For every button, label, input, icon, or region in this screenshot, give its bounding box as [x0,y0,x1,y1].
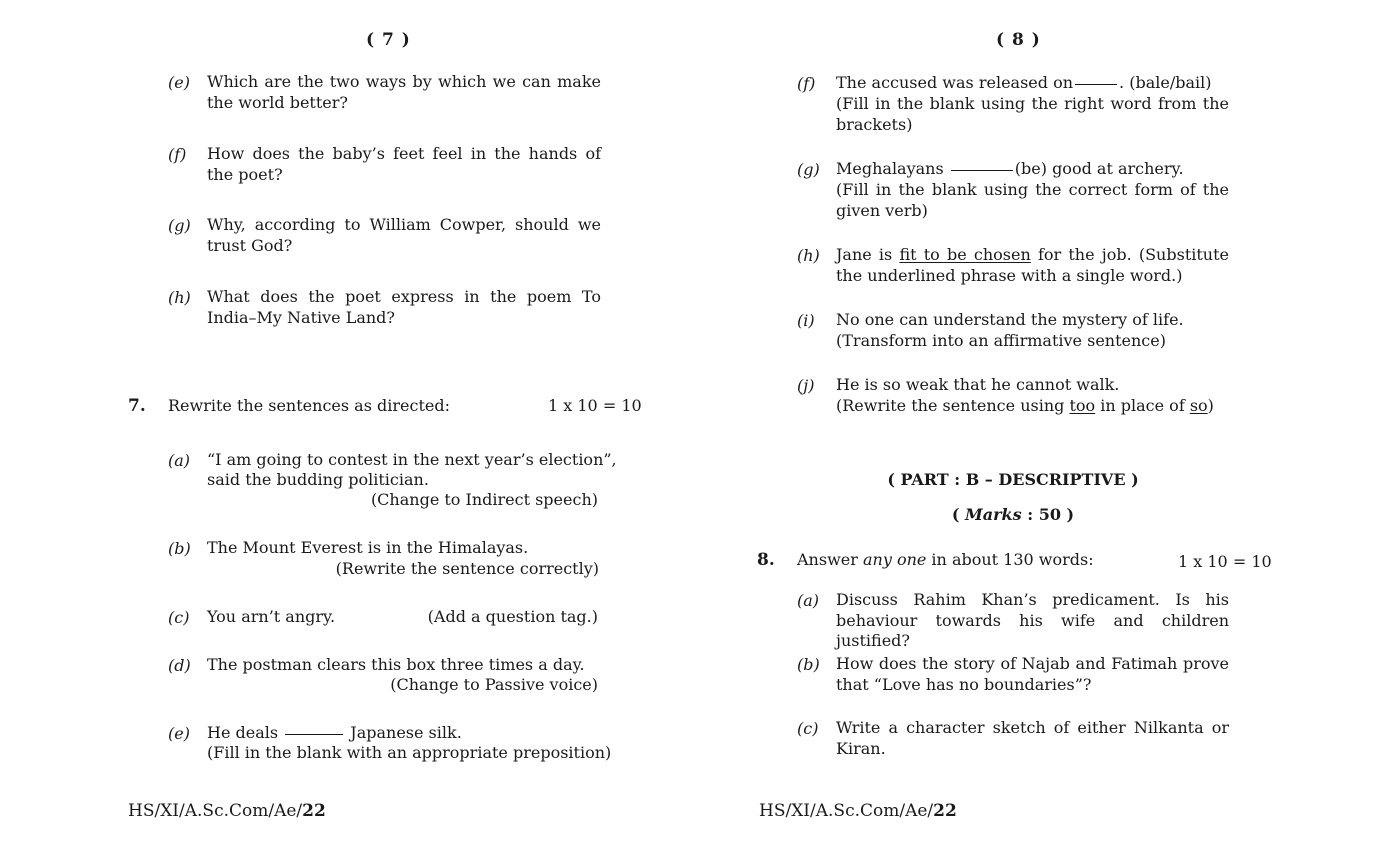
question-text: How does the baby’s feet feel in the hands of the poet? [207,144,601,184]
footer-code-left [128,801,326,821]
fill-blank [951,169,1013,171]
item-label: (b) [797,655,820,674]
item-direction [836,396,1214,415]
marks-value: : 50 ) [1021,505,1075,524]
item-text: Discuss Rahim Khan’s predicament. Is his behaviour towards his wife and children justified? [836,590,1229,650]
item-text-line2: said the budding politician. [207,470,429,489]
item-direction: (Change to Indirect speech) [370,490,598,509]
item-label: (f) [797,74,816,93]
item-text-post: Japanese silk. [350,723,462,742]
item-text-line1: He is so weak that he cannot walk. [836,375,1120,394]
item-direction: (Change to Passive voice) [390,675,598,694]
page-number-7: ( 7 ) [366,30,411,50]
item-text-pre: He deals [207,723,279,742]
item-text-line1 [836,73,1211,92]
item-label: (b) [168,539,191,558]
page-number-8: ( 8 ) [996,30,1041,50]
question-label: (g) [168,216,191,235]
item-text-post: (be) good at archery. [1014,159,1184,178]
item-text-line1: “I am going to contest in the next year’s election”, [207,450,617,469]
item-text-line1: The Mount Everest is in the Himalayas. [207,538,529,557]
item-text-post: for the job. (Substitute the underlined phrase with a single word.) [836,245,1229,285]
question-text: Why, according to William Cowper, should we trust God? [207,215,601,255]
footer-year: 22 [302,801,326,821]
item-label: (e) [168,724,190,743]
footer-code-right [759,801,957,821]
part-marks [800,505,1226,524]
footer-year: 22 [933,801,957,821]
underlined-word: so [1189,396,1208,415]
item-direction: (Transform into an affirmative sentence) [836,331,1166,350]
item-text-line1 [836,159,1184,178]
q8-marks: 1 x 10 = 10 [1178,552,1272,571]
item-label: (a) [168,451,191,470]
question-number-8: 8. [757,550,775,570]
item-label: (a) [797,591,820,610]
q8-post: in about 130 words: [926,550,1094,569]
item-text-line1: The postman clears this box three times a day. [207,655,585,674]
q7-instruction: Rewrite the sentences as directed: [168,396,450,415]
footer-code-text: HS/XI/A.Sc.Com/Ae/ [128,801,303,821]
item-direction: (Fill in the blank with an appropriate preposition) [207,743,612,762]
item-text: How does the story of Najab and Fatimah prove that “Love has no boundaries”? [836,654,1229,694]
item-text-line1: No one can understand the mystery of life. [836,310,1184,329]
item-label: (j) [797,376,815,395]
item-text-line1: You arn’t angry. [207,607,336,626]
item-label: (c) [168,608,190,627]
question-label: (e) [168,73,190,92]
item-text-pre: Jane is [836,245,900,264]
question-text: What does the poet express in the poem To India–My Native Land? [207,287,601,327]
footer-code-text: HS/XI/A.Sc.Com/Ae/ [759,801,934,821]
item-text-line1 [207,723,462,742]
underlined-word: too [1069,396,1096,415]
item-label: (c) [797,719,819,738]
question-number-7: 7. [128,396,146,416]
item-text: Write a character sketch of either Nilkanta or Kiran. [836,718,1229,758]
marks-open: ( [951,505,966,524]
direction-post: ) [1207,396,1214,415]
direction-pre: (Rewrite the sentence using [836,396,1070,415]
question-text: Which are the two ways by which we can make the world better? [207,72,601,112]
direction-mid: in place of [1095,396,1190,415]
item-text-pre: Meghalayans [836,159,944,178]
underlined-phrase: fit to be chosen [899,245,1031,264]
item-label: (h) [797,246,820,265]
item-label: (d) [168,656,191,675]
q8-pre: Answer [797,550,863,569]
item-label: (i) [797,311,815,330]
q8-emph: any one [862,550,927,569]
item-text [836,245,1229,286]
q7-marks: 1 x 10 = 10 [548,396,642,415]
item-direction: (Add a question tag.) [427,607,598,626]
item-text-pre: The accused was released on [836,73,1074,92]
item-direction: (Fill in the blank using the right word from the brackets) [836,94,1229,134]
question-label: (h) [168,288,191,307]
fill-blank [285,733,343,735]
fill-blank [1075,83,1117,85]
question-label: (f) [168,145,187,164]
item-text-post: . (bale/bail) [1119,73,1212,92]
item-label: (g) [797,160,820,179]
item-direction: (Rewrite the sentence correctly) [335,559,599,578]
part-heading: ( PART : B – DESCRIPTIVE ) [887,470,1139,489]
q8-instruction [797,550,1094,569]
item-direction: (Fill in the blank using the correct form of the given verb) [836,180,1229,220]
marks-word: Marks [965,505,1022,524]
